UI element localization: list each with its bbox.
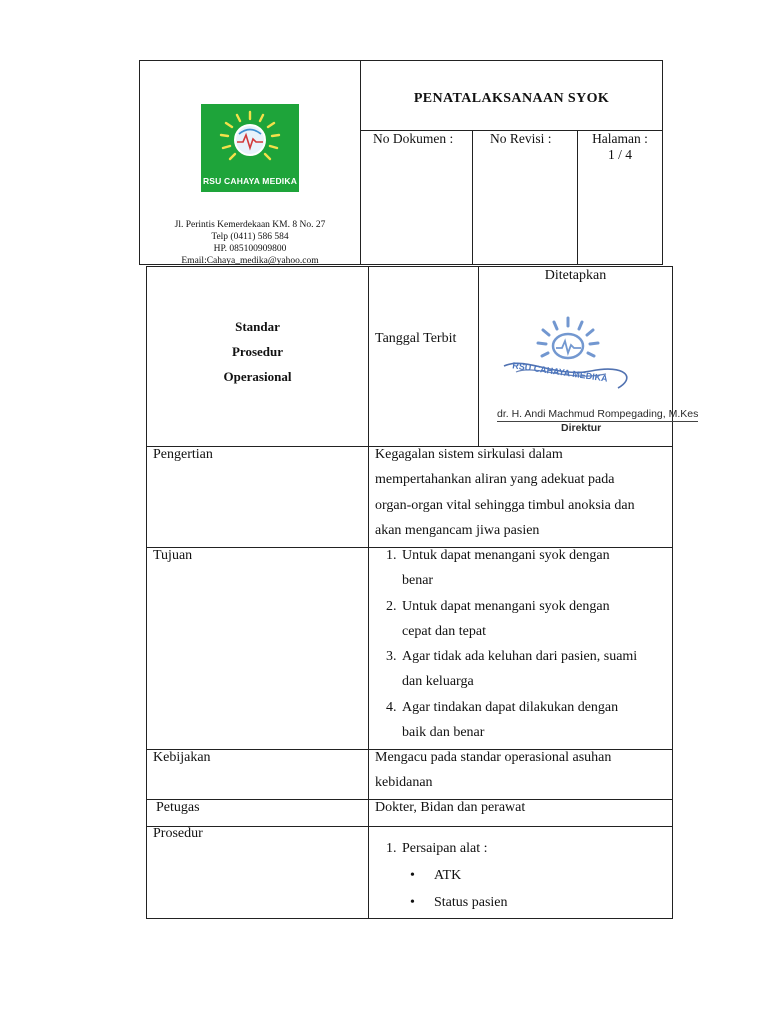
hospital-logo	[201, 104, 299, 192]
stamp-text: RSU CAHAYA MEDIKA	[511, 360, 609, 384]
pengertian-line: mempertahankan aliran yang adekuat pada	[375, 472, 615, 488]
prosedur-bullet: • Status pasien	[432, 889, 668, 916]
no-dokumen-label: No Dokumen :	[373, 131, 454, 146]
kebijakan-label: Kebijakan	[153, 750, 211, 765]
kebijakan-text	[375, 745, 671, 796]
signer-name: dr. H. Andi Machmud Rompegading, M.Kes	[497, 408, 699, 420]
prosedur-label: Prosedur	[153, 826, 203, 841]
phone-line: Telp (0411) 586 584	[211, 232, 289, 242]
petugas-text: Dokter, Bidan dan perawat	[375, 800, 526, 815]
pengertian-line: akan mengancam jiwa pasien	[375, 522, 540, 538]
hospital-stamp-icon	[496, 316, 646, 396]
tujuan-label-cell	[146, 547, 369, 750]
pengertian-line: organ-organ vital sehingga timbul anoksia dan	[375, 497, 635, 513]
sop-heading	[147, 314, 368, 389]
tanggal-terbit-label: Tanggal Terbit	[375, 331, 457, 346]
tujuan-list	[368, 543, 668, 745]
halaman-label	[578, 131, 662, 163]
ditetapkan-label: Ditetapkan	[544, 268, 607, 283]
prosedur-content	[368, 835, 668, 916]
email-line: Email:Cahaya_medika@yahoo.com	[181, 256, 319, 266]
kebijakan-line: kebidanan	[375, 775, 433, 791]
sop-line-operasional: Operasional	[223, 369, 292, 384]
no-dokumen-cell	[360, 130, 473, 265]
tujuan-item: 3. Agar tidak ada keluhan dari pasien, suami dan keluarga	[400, 644, 668, 695]
signer-role: Direktur	[561, 422, 602, 434]
logo-text: RSU CAHAYA MEDIKA	[202, 176, 298, 186]
pengertian-line: Kegagalan sistem sirkulasi dalam	[375, 447, 563, 462]
halaman-value: 1 / 4	[607, 147, 632, 162]
prosedur-item: 1. Persaipan alat : • ATK • Status pasien	[400, 835, 668, 916]
tujuan-item: 1. Untuk dapat menangani syok dengan benar	[400, 543, 668, 594]
tujuan-label: Tujuan	[153, 548, 193, 563]
kebijakan-line: Mengacu pada standar operasional asuhan	[375, 750, 612, 765]
pengertian-label: Pengertian	[153, 447, 213, 462]
halaman-label-text: Halaman :	[592, 131, 648, 146]
prosedur-bullet: • ATK	[432, 862, 668, 889]
address-line: Jl. Perintis Kemerdekaan KM. 8 No. 27	[174, 220, 326, 230]
petugas-label: Petugas	[156, 800, 200, 815]
no-revisi-label: No Revisi :	[490, 131, 552, 146]
document-title: PENATALAKSANAAN SYOK	[413, 91, 610, 106]
pengertian-text	[375, 442, 671, 543]
no-revisi-cell	[472, 130, 578, 265]
tujuan-item: 2. Untuk dapat menangani syok dengan cepat dan tepat	[400, 594, 668, 645]
sop-line-standar: Standar	[235, 319, 280, 334]
sop-line-prosedur: Prosedur	[231, 344, 284, 359]
tujuan-item: 4. Agar tindakan dapat dilakukan dengan baik dan benar	[400, 695, 668, 746]
mobile-line: HP. 085100909800	[213, 244, 287, 254]
hospital-address	[150, 219, 350, 267]
tanggal-terbit-cell	[368, 266, 479, 447]
